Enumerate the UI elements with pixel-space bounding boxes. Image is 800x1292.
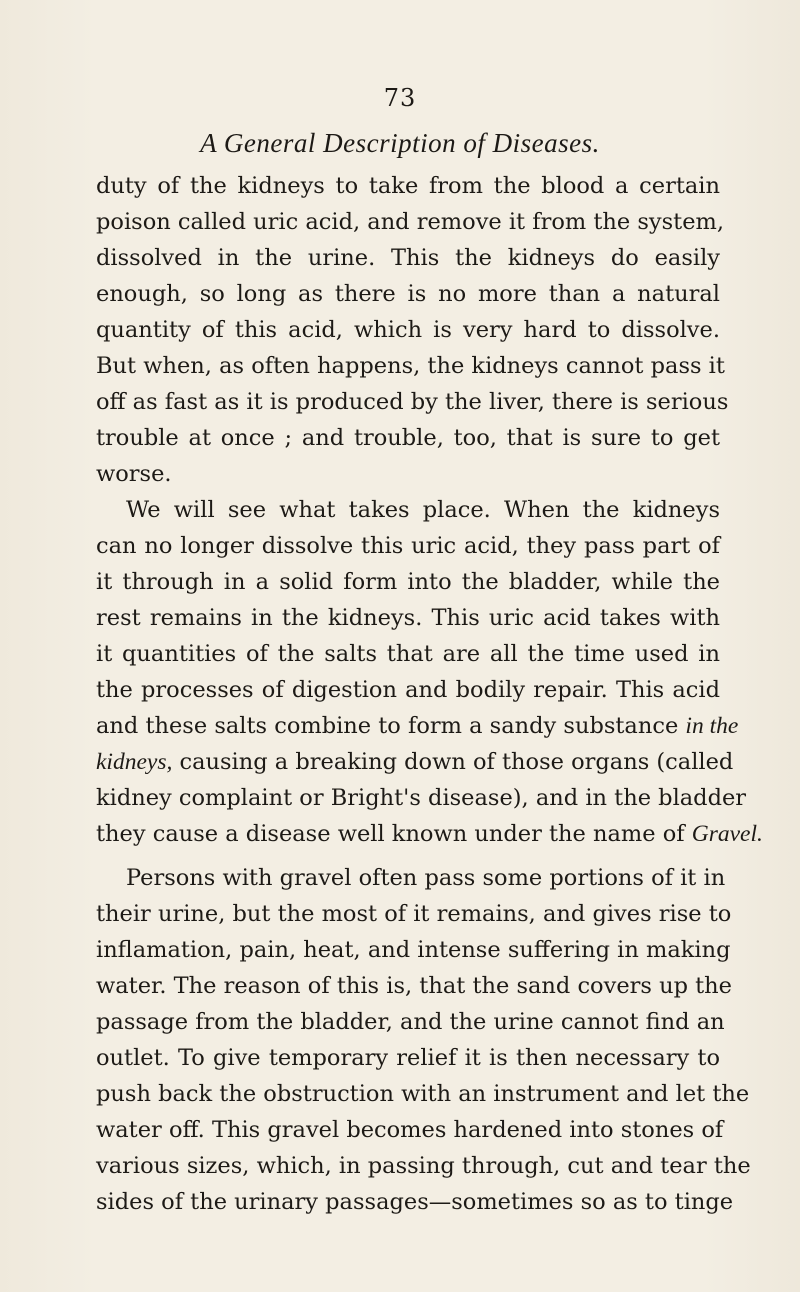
text-line: worse. <box>96 461 172 487</box>
paragraph-2 <box>96 492 763 852</box>
text-line: passage from the bladder, and the urine cannot find an <box>96 1009 725 1035</box>
body-text <box>96 168 763 1220</box>
text-line: water off. This gravel becomes hardened into stones of <box>96 1117 724 1143</box>
text-line: dissolved in the urine. This the kidneys do easily <box>96 245 720 271</box>
italic-run: in the <box>685 713 739 739</box>
text-line: their urine, but the most of it remains, and gives rise to <box>96 901 732 927</box>
text-line: kidney complaint or Bright's disease), and in the bladder <box>96 785 747 811</box>
text-line: push back the obstruction with an instrument and let the <box>96 1081 750 1107</box>
text-run: and these salts combine to form a sandy substance <box>96 713 679 739</box>
text-line <box>96 708 739 744</box>
text-line: duty of the kidneys to take from the blood a certain <box>96 173 720 199</box>
text-line: inflamation, pain, heat, and intense suffering in making <box>96 937 731 963</box>
text-line <box>96 816 763 852</box>
italic-run: kidneys, <box>96 749 173 775</box>
text-line: it through in a solid form into the bladder, while the <box>96 569 720 595</box>
text-line <box>96 744 734 780</box>
text-line: But when, as often happens, the kidneys cannot pass it <box>96 353 725 379</box>
text-line: trouble at once ; and trouble, too, that is sure to get <box>96 425 720 451</box>
text-line: rest remains in the kidneys. This uric acid takes with <box>96 605 720 631</box>
text-line: outlet. To give temporary relief it is then necessary to <box>96 1045 720 1071</box>
text-run: they cause a disease well known under the name of <box>96 821 685 847</box>
text-line: the processes of digestion and bodily repair. This acid <box>96 677 720 703</box>
text-line: water. The reason of this is, that the sand covers up the <box>96 973 732 999</box>
text-line: We will see what takes place. When the kidneys <box>126 497 720 523</box>
text-line: it quantities of the salts that are all the time used in <box>96 641 720 667</box>
page-number: 73 <box>383 84 417 112</box>
text-line: various sizes, which, in passing through, cut and tear the <box>96 1153 751 1179</box>
text-line: poison called uric acid, and remove it from the system, <box>96 209 725 235</box>
text-run: causing a breaking down of those organs (called <box>179 749 734 775</box>
italic-run: Gravel. <box>691 821 763 847</box>
text-line: sides of the urinary passages—sometimes so as to tinge <box>96 1189 734 1215</box>
running-head: A General Description of Diseases. <box>200 128 600 158</box>
text-line: quantity of this acid, which is very hard to dissolve. <box>96 317 720 343</box>
paragraph-3 <box>96 860 751 1220</box>
paragraph-1 <box>96 168 729 492</box>
text-line: off as fast as it is produced by the liver, there is serious <box>96 389 729 415</box>
text-line: can no longer dissolve this uric acid, they pass part of <box>96 533 720 559</box>
text-line: enough, so long as there is no more than a natural <box>96 281 720 307</box>
paragraph-gap <box>96 852 720 860</box>
text-line: Persons with gravel often pass some portions of it in <box>126 865 726 891</box>
